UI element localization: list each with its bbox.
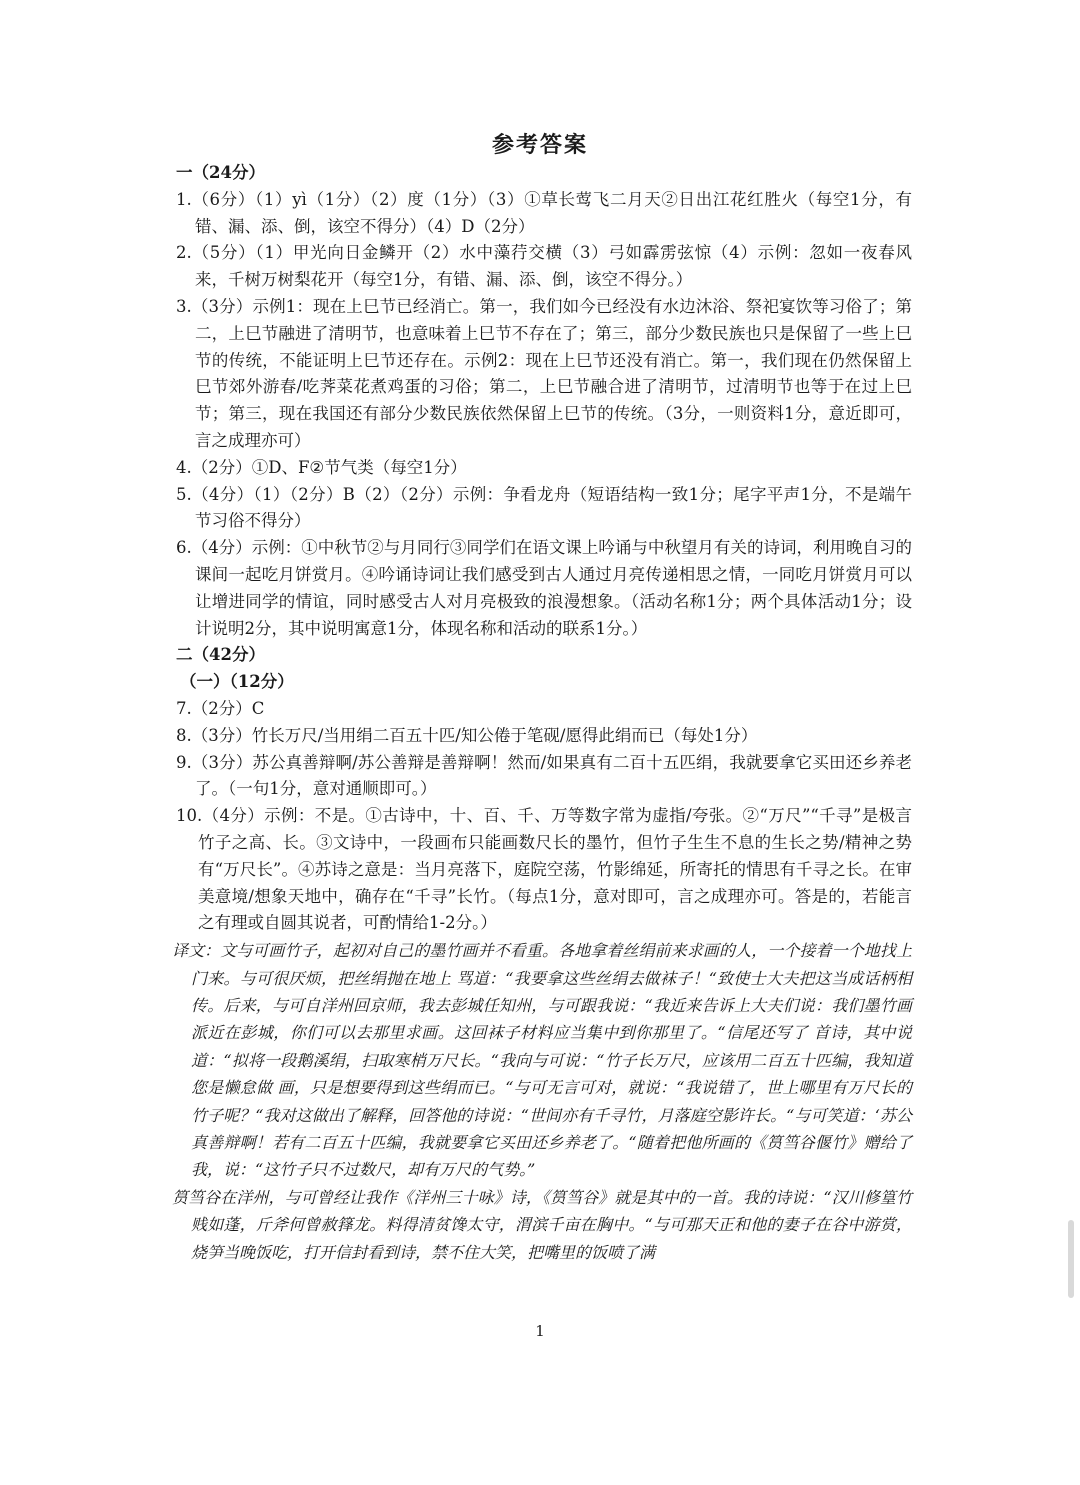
answer-q8: 8.（3分）竹长万尺/当用绢二百五十匹/知公倦于笔砚/愿得此绢而已（每处1分）: [176, 725, 758, 745]
answer-q6: 6.（4分）示例：①中秋节②与月同行③同学们在语文课上吟诵与中秋望月有关的诗词，利用晚自习的课间一起吃月饼赏月。④吟诵诗词让我们感受到古人通过月亮传递相思之情，一同吃月饼赏月可以让增进同学的情谊，同时感受古人对月亮极致的浪漫想象。（活动名称1分；两个具体活动1分；设计说明2分，其中说明寓意1分，体现名称和活动的联系1分。）: [176, 538, 912, 638]
section-heading-2: 二（42分）: [176, 645, 265, 665]
answer-q3: 3.（3分）示例1：现在上巳节已经消亡。第一，我们如今已经没有水边沐浴、祭祀宴饮等习俗了；第二，上巳节融进了清明节，也意味着上巳节不存在了；第三，部分少数民族也只是保留了一些上巳节的传统，不能证明上巳节还存在。示例2：现在上巳节还没有消亡。第一，我们现在仍然保留上巳节郊外游春/吃荠菜花煮鸡蛋的习俗；第二，上巳节融合进了清明节，过清明节也等于在过上巳节；第三，现在我国还有部分少数民族依然保留上巳节的传统。（3分，一则资料1分，意近即可，言之成理亦可）: [176, 296, 912, 450]
answer-q4: 4.（2分）①D、F②节气类（每空1分）: [176, 457, 467, 477]
translation-paragraph-1: 译文：文与可画竹子，起初对自己的墨竹画并不看重。各地拿着丝绢前来求画的人，一个接着一个地找上门来。与可很厌烦，把丝绢抛在地上 骂道：“我要拿这些丝绢去做袜子！“致使士大夫把这当成话柄相传。后来，与可自洋州回京师，我去彭城任知州，与可跟我说：“我近来告诉上大夫们说：我们墨竹画派近在彭城，你们可以去那里求画。这回袜子材料应当集中到你那里了。“信尾还写了 首诗，其中说道：“拟将一段鹅溪绢，扫取寒梢万尺长。“我向与可说：“竹子长万尺，应该用二百五十匹编，我知道您是懒怠做 画，只是想要得到这些绢而已。“与可无言可对，就说：“我说错了，世上哪里有万尺长的竹子呢？“我对这做出了解释，回答他的诗说：“世间亦有千寻竹，月落庭空影许长。“与可笑道：‘苏公真善辩啊！若有二百五十匹编，我就要拿它买田还乡养老了。“随着把他所画的《筼筜谷偃竹》赠给了我，说：“这竹子只不过数尺，却有万尺的气势。”: [172, 941, 912, 1180]
answer-content: [172, 160, 912, 1266]
answer-q7: 7.（2分）C: [176, 698, 265, 718]
answer-q9: 9.（3分）苏公真善辩啊/苏公善辩是善辩啊！然而/如果真有二百十五匹绢，我就要拿它买田还乡养老了。（一句1分，意对通顺即可。）: [176, 752, 912, 799]
scrollbar[interactable]: [1068, 1220, 1074, 1298]
subsection-heading: （一）（12分）: [180, 672, 294, 692]
answer-q10: 10.（4分）示例：不是。①古诗中，十、百、千、万等数字常为虚指/夸张。②“万尺”“千寻”是极言竹子之高、长。③文诗中，一段画布只能画数尺长的墨竹，但竹子生生不息的生长之势/精神之势有“万尺长”。④苏诗之意是：当月亮落下，庭院空荡，竹影绵延，所寄托的情思有千寻之长。在审美意境/想象天地中，确存在“千寻”长竹。（每点1分，意对即可，言之成理亦可。答是的，若能言之有理或自圆其说者，可酌情给1-2分。）: [176, 806, 912, 933]
translation-paragraph-2: 筼筜谷在洋州，与可曾经让我作《洋州三十咏》诗，《筼筜谷》就是其中的一首。我的诗说：“汉川修篁竹贱如蓬，斤斧何曾赦箨龙。料得清贫馋太守，渭滨千亩在胸中。“与可那天正和他的妻子在谷中游赏，烧笋当晚饭吃，打开信封看到诗，禁不住大笑，把嘴里的饭喷了满: [172, 1187, 912, 1262]
page-number: 1: [535, 1322, 545, 1340]
section-heading-1: 一（24分）: [176, 163, 265, 182]
page-title: 参考答案: [491, 133, 588, 158]
answer-q5: 5.（4分）（1）（2分）B（2）（2分）示例：争看龙舟（短语结构一致1分；尾字平声1分，不是端午节习俗不得分）: [176, 484, 912, 531]
answer-q2: 2.（5分）（1）甲光向日金鳞开（2）水中藻荇交横（3）弓如霹雳弦惊（4）示例：忽如一夜春风来，千树万树梨花开（每空1分，有错、漏、添、倒，该空不得分。）: [176, 243, 912, 290]
answer-q1: 1.（6分）（1）yì（1分）（2）度（1分）（3）①草长莺飞二月天②日出江花红胜火（每空1分，有错、漏、添、倒，该空不得分）（4）D（2分）: [176, 189, 912, 236]
